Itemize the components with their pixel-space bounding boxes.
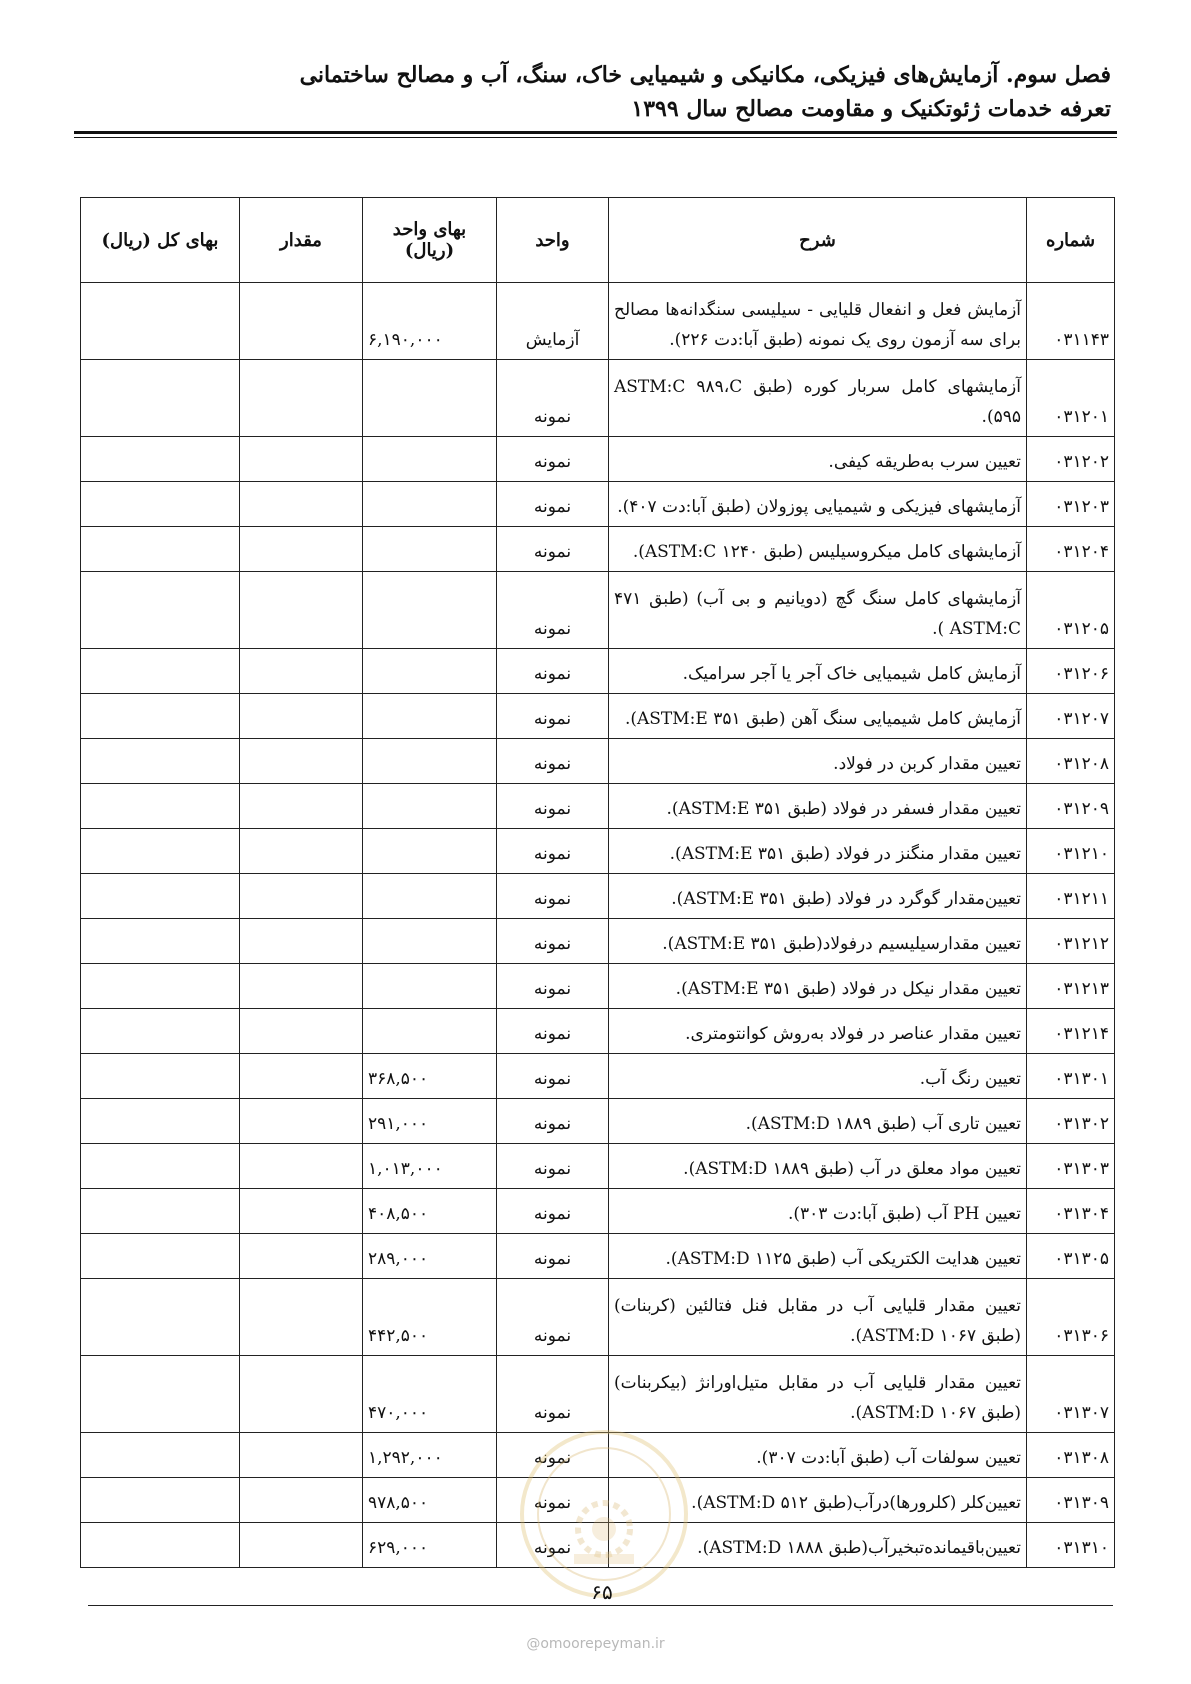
row-unit: نمونه <box>497 1099 609 1144</box>
row-description: آزمایشهای فیزیکی و شیمیایی پوزولان (طبق آبا:دت ۴۰۷). <box>609 482 1027 527</box>
row-unit-price <box>363 964 497 1009</box>
row-total-price <box>81 572 240 649</box>
row-quantity <box>240 1009 363 1054</box>
watermark-seal <box>520 1430 688 1598</box>
row-unit: نمونه <box>497 1433 609 1478</box>
row-unit: نمونه <box>497 360 609 437</box>
table-row <box>81 1009 1115 1054</box>
row-number: ۰۳۱۲۰۷ <box>1027 694 1115 739</box>
row-unit-price: ۱,۰۱۳,۰۰۰ <box>363 1144 497 1189</box>
row-unit-price <box>363 1009 497 1054</box>
row-unit-price: ۱,۲۹۲,۰۰۰ <box>363 1433 497 1478</box>
table-row <box>81 1189 1115 1234</box>
row-unit-price: ۴۷۰,۰۰۰ <box>363 1356 497 1433</box>
row-unit-price <box>363 694 497 739</box>
row-unit: نمونه <box>497 1234 609 1279</box>
row-total-price <box>81 1356 240 1433</box>
row-quantity <box>240 1189 363 1234</box>
table-row <box>81 482 1115 527</box>
row-unit: نمونه <box>497 919 609 964</box>
row-number: ۰۳۱۲۰۹ <box>1027 784 1115 829</box>
row-unit-price: ۳۶۸,۵۰۰ <box>363 1054 497 1099</box>
row-total-price <box>81 1279 240 1356</box>
row-quantity <box>240 437 363 482</box>
row-unit-price: ۲۸۹,۰۰۰ <box>363 1234 497 1279</box>
row-number: ۰۳۱۳۰۳ <box>1027 1144 1115 1189</box>
row-quantity <box>240 360 363 437</box>
row-number: ۰۳۱۳۰۵ <box>1027 1234 1115 1279</box>
row-unit-price <box>363 572 497 649</box>
row-total-price <box>81 1234 240 1279</box>
row-total-price <box>81 694 240 739</box>
column-header-quantity: مقدار <box>240 198 363 283</box>
row-description: آزمایشهای کامل سربار کوره (طبق ASTM:C ۹۸۹،C ۵۹۵). <box>609 360 1027 437</box>
row-unit: نمونه <box>497 527 609 572</box>
column-header-number: شماره <box>1027 198 1115 283</box>
page-header <box>81 58 1111 126</box>
table-row <box>81 694 1115 739</box>
row-number: ۰۳۱۲۰۴ <box>1027 527 1115 572</box>
row-description: تعیین سولفات آب (طبق آبا:دت ۳۰۷). <box>609 1433 1027 1478</box>
row-unit: نمونه <box>497 649 609 694</box>
table-row <box>81 437 1115 482</box>
row-total-price <box>81 527 240 572</box>
table-row <box>81 919 1115 964</box>
row-unit: نمونه <box>497 1279 609 1356</box>
page-number: ۶۵ <box>591 1580 613 1604</box>
row-number: ۰۳۱۳۰۴ <box>1027 1189 1115 1234</box>
row-unit: نمونه <box>497 694 609 739</box>
row-description: تعیین مقدار فسفر در فولاد (طبق ASTM:E ۳۵۱). <box>609 784 1027 829</box>
row-total-price <box>81 360 240 437</box>
row-description: تعیین تاری آب (طبق ASTM:D ۱۸۸۹). <box>609 1099 1027 1144</box>
row-description: تعیین PH آب (طبق آبا:دت ۳۰۳). <box>609 1189 1027 1234</box>
row-number: ۰۳۱۳۰۷ <box>1027 1356 1115 1433</box>
row-quantity <box>240 1433 363 1478</box>
row-unit: نمونه <box>497 437 609 482</box>
row-total-price <box>81 283 240 360</box>
row-quantity <box>240 739 363 784</box>
row-total-price <box>81 739 240 784</box>
row-unit: نمونه <box>497 1189 609 1234</box>
table-row <box>81 829 1115 874</box>
row-total-price <box>81 1054 240 1099</box>
tariff-table <box>80 197 1115 1568</box>
row-total-price <box>81 1189 240 1234</box>
row-unit-price: ۶۲۹,۰۰۰ <box>363 1523 497 1568</box>
row-description: آزمایش کامل شیمیایی خاک آجر یا آجر سرامیک. <box>609 649 1027 694</box>
row-number: ۰۳۱۲۱۰ <box>1027 829 1115 874</box>
row-unit: نمونه <box>497 874 609 919</box>
row-total-price <box>81 1478 240 1523</box>
row-total-price <box>81 784 240 829</box>
column-header-total: بهای کل (ریال) <box>81 198 240 283</box>
row-quantity <box>240 829 363 874</box>
table-row <box>81 739 1115 784</box>
table-row <box>81 1356 1115 1433</box>
row-quantity <box>240 1054 363 1099</box>
row-quantity <box>240 482 363 527</box>
row-total-price <box>81 649 240 694</box>
row-unit-price <box>363 527 497 572</box>
row-quantity <box>240 1234 363 1279</box>
row-unit: آزمایش <box>497 283 609 360</box>
row-number: ۰۳۱۲۱۱ <box>1027 874 1115 919</box>
row-quantity <box>240 1144 363 1189</box>
row-unit-price <box>363 360 497 437</box>
row-quantity <box>240 1279 363 1356</box>
row-unit: نمونه <box>497 1523 609 1568</box>
row-description: تعیین‌مقدار گوگرد در فولاد (طبق ASTM:E ۳۵۱). <box>609 874 1027 919</box>
table-row <box>81 283 1115 360</box>
row-unit-price: ۴۰۸,۵۰۰ <box>363 1189 497 1234</box>
row-unit: نمونه <box>497 1144 609 1189</box>
row-number: ۰۳۱۲۰۸ <box>1027 739 1115 784</box>
row-unit-price <box>363 784 497 829</box>
row-description: تعیین رنگ آب. <box>609 1054 1027 1099</box>
row-description: آزمایشهای کامل میکروسیلیس (طبق ASTM:C ۱۲۴۰). <box>609 527 1027 572</box>
row-unit-price: ۹۷۸,۵۰۰ <box>363 1478 497 1523</box>
row-description: تعیین هدایت الکتریکی آب (طبق ASTM:D ۱۱۲۵). <box>609 1234 1027 1279</box>
row-total-price <box>81 1099 240 1144</box>
table-row <box>81 572 1115 649</box>
row-quantity <box>240 1099 363 1144</box>
row-unit-price <box>363 649 497 694</box>
row-unit-price: ۶,۱۹۰,۰۰۰ <box>363 283 497 360</box>
row-unit-price <box>363 829 497 874</box>
document-subtitle: تعرفه خدمات ژئوتکنیک و مقاومت مصالح سال ۱۳۹۹ <box>631 96 1111 122</box>
row-description: تعیین مقدار منگنز در فولاد (طبق ASTM:E ۳۵۱). <box>609 829 1027 874</box>
row-number: ۰۳۱۳۰۱ <box>1027 1054 1115 1099</box>
table-row <box>81 1099 1115 1144</box>
row-unit: نمونه <box>497 829 609 874</box>
row-quantity <box>240 649 363 694</box>
row-number: ۰۳۱۱۴۳ <box>1027 283 1115 360</box>
row-total-price <box>81 1433 240 1478</box>
table-row <box>81 964 1115 1009</box>
row-unit: نمونه <box>497 739 609 784</box>
row-unit-price: ۲۹۱,۰۰۰ <box>363 1099 497 1144</box>
row-number: ۰۳۱۲۱۲ <box>1027 919 1115 964</box>
row-unit: نمونه <box>497 1478 609 1523</box>
row-description: تعیین مقدار کربن در فولاد. <box>609 739 1027 784</box>
row-total-price <box>81 829 240 874</box>
row-quantity <box>240 964 363 1009</box>
row-quantity <box>240 1478 363 1523</box>
table-row <box>81 784 1115 829</box>
row-description: آزمایش فعل و انفعال قلیایی - سیلیسی سنگدانه‌ها مصالح برای سه آزمون روی یک نمونه (طبق آبا:دت ۲۲۶). <box>609 283 1027 360</box>
row-number: ۰۳۱۳۰۶ <box>1027 1279 1115 1356</box>
chapter-title: فصل سوم. آزمایش‌های فیزیکی، مکانیکی و شیمیایی خاک، سنگ، آب و مصالح ساختمانی <box>299 62 1111 88</box>
row-description: تعیین‌باقیمانده‌تبخیرآب(طبق ASTM:D ۱۸۸۸). <box>609 1523 1027 1568</box>
header-rule-thick <box>74 131 1117 134</box>
table-row <box>81 874 1115 919</box>
row-unit-price: ۴۴۲,۵۰۰ <box>363 1279 497 1356</box>
row-unit: نمونه <box>497 1356 609 1433</box>
row-description: آزمایش کامل شیمیایی سنگ آهن (طبق ASTM:E ۳۵۱). <box>609 694 1027 739</box>
row-number: ۰۳۱۲۱۳ <box>1027 964 1115 1009</box>
row-total-price <box>81 919 240 964</box>
row-unit: نمونه <box>497 784 609 829</box>
row-total-price <box>81 874 240 919</box>
seal-icon <box>524 1434 684 1594</box>
table-row <box>81 360 1115 437</box>
row-number: ۰۳۱۲۰۶ <box>1027 649 1115 694</box>
row-unit: نمونه <box>497 1009 609 1054</box>
row-description: تعیین‌کلر (کلرورها)درآب(طبق ASTM:D ۵۱۲). <box>609 1478 1027 1523</box>
row-description: تعیین مقدار قلیایی آب در مقابل متیل‌اورانژ (بیکربنات) (طبق ASTM:D ۱۰۶۷). <box>609 1356 1027 1433</box>
table-row <box>81 527 1115 572</box>
row-number: ۰۳۱۲۰۳ <box>1027 482 1115 527</box>
row-unit-price <box>363 437 497 482</box>
row-total-price <box>81 1523 240 1568</box>
unit-price-label: بهای واحد <box>392 219 467 240</box>
row-number: ۰۳۱۳۰۲ <box>1027 1099 1115 1144</box>
row-description: آزمایشهای کامل سنگ گچ (دویانیم و بی آب) (طبق ۴۷۱ ASTM:C ). <box>609 572 1027 649</box>
row-number: ۰۳۱۲۰۱ <box>1027 360 1115 437</box>
table-body <box>81 283 1115 1568</box>
row-quantity <box>240 874 363 919</box>
header-rule-thin <box>74 137 1117 138</box>
column-header-unit: واحد <box>497 198 609 283</box>
footer-rule <box>88 1605 1113 1606</box>
row-description: تعیین مقدار عناصر در فولاد به‌روش کوانتومتری. <box>609 1009 1027 1054</box>
row-quantity <box>240 527 363 572</box>
row-unit-price <box>363 919 497 964</box>
row-quantity <box>240 572 363 649</box>
row-number: ۰۳۱۲۰۲ <box>1027 437 1115 482</box>
row-unit-price <box>363 482 497 527</box>
row-unit: نمونه <box>497 572 609 649</box>
row-total-price <box>81 964 240 1009</box>
column-header-description: شرح <box>609 198 1027 283</box>
row-quantity <box>240 784 363 829</box>
row-total-price <box>81 1009 240 1054</box>
row-unit-price <box>363 874 497 919</box>
column-header-unit-price <box>363 198 497 283</box>
row-quantity <box>240 919 363 964</box>
table-row <box>81 1279 1115 1356</box>
row-description: تعیین مواد معلق در آب (طبق ASTM:D ۱۸۸۹). <box>609 1144 1027 1189</box>
table-row <box>81 1054 1115 1099</box>
row-total-price <box>81 437 240 482</box>
row-number: ۰۳۱۲۱۴ <box>1027 1009 1115 1054</box>
row-description: تعیین مقدار نیکل در فولاد (طبق ASTM:E ۳۵۱). <box>609 964 1027 1009</box>
row-quantity <box>240 1356 363 1433</box>
table-row <box>81 649 1115 694</box>
row-total-price <box>81 482 240 527</box>
unit-price-currency: (ریال) <box>404 240 455 261</box>
table-row <box>81 1144 1115 1189</box>
row-unit-price <box>363 739 497 784</box>
row-quantity <box>240 694 363 739</box>
row-unit: نمونه <box>497 1054 609 1099</box>
row-description: تعیین سرب به‌طریقه کیفی. <box>609 437 1027 482</box>
row-number: ۰۳۱۳۰۸ <box>1027 1433 1115 1478</box>
row-number: ۰۳۱۳۱۰ <box>1027 1523 1115 1568</box>
website-watermark: @omoorepeyman.ir <box>526 1636 665 1652</box>
row-unit: نمونه <box>497 482 609 527</box>
row-total-price <box>81 1144 240 1189</box>
table-header-row <box>81 198 1115 283</box>
row-number: ۰۳۱۳۰۹ <box>1027 1478 1115 1523</box>
row-unit: نمونه <box>497 964 609 1009</box>
row-quantity <box>240 1523 363 1568</box>
row-number: ۰۳۱۲۰۵ <box>1027 572 1115 649</box>
row-description: تعیین مقدار قلیایی آب در مقابل فنل فتالئین (کربنات) (طبق ASTM:D ۱۰۶۷). <box>609 1279 1027 1356</box>
row-quantity <box>240 283 363 360</box>
row-description: تعیین مقدارسیلیسیم درفولاد(طبق ASTM:E ۳۵۱). <box>609 919 1027 964</box>
table-row <box>81 1234 1115 1279</box>
